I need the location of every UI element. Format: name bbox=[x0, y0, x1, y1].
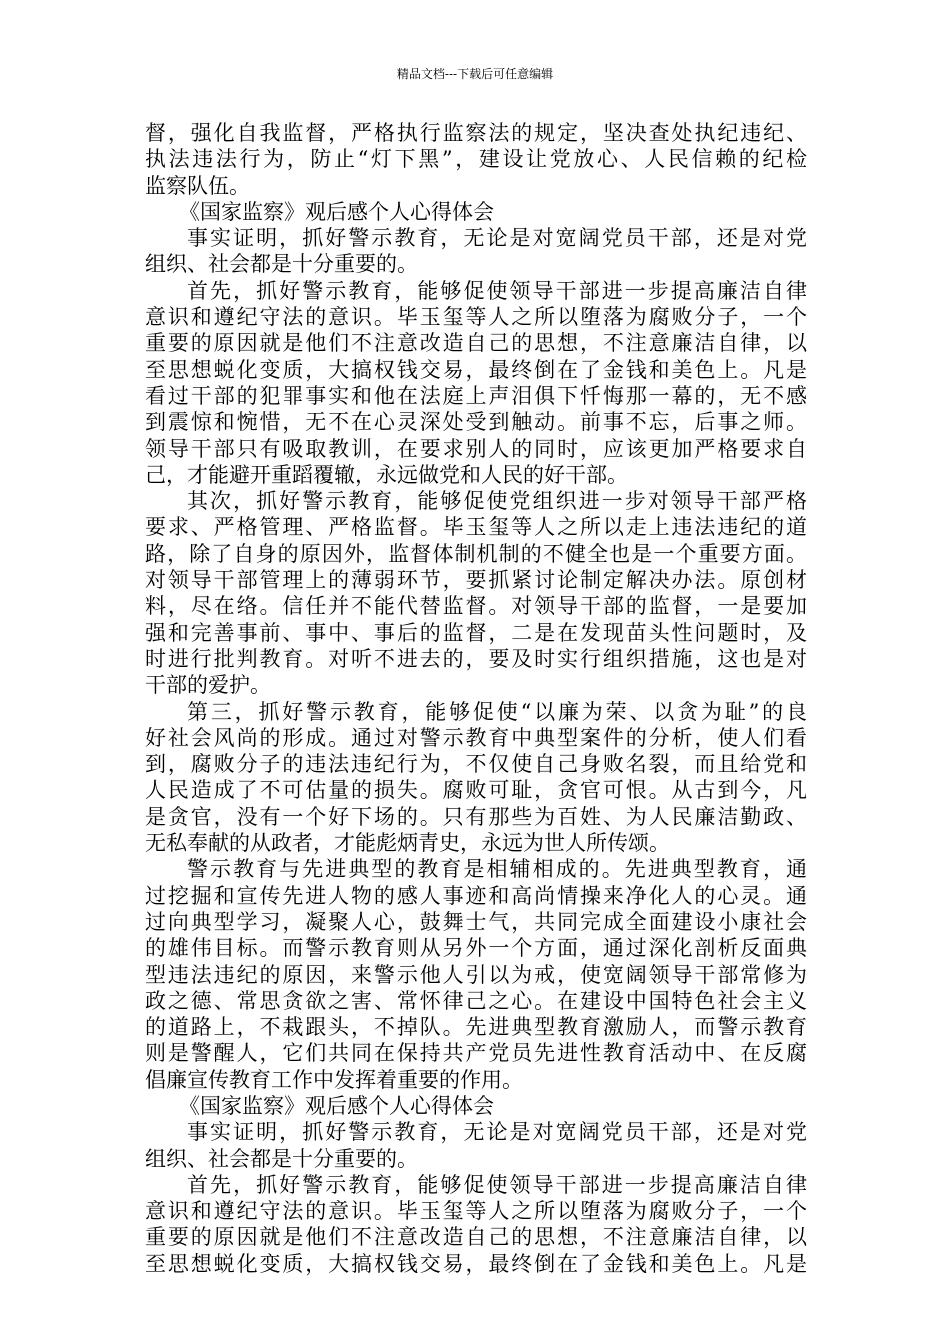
text-line: 己，才能避开重蹈覆辙，永远做党和人民的好干部。 bbox=[145, 462, 628, 487]
section-title: 《国家监察》观后感个人心得体会 bbox=[179, 199, 494, 224]
text-line: 到震惊和惋惜，无不在心灵深处受到触动。前事不忘，后事之师。 bbox=[145, 410, 807, 435]
page-header: 精品文档---下载后可任意编辑 bbox=[396, 67, 554, 81]
text-line: 政之德、常思贪欲之害、常怀律己之心。在建设中国特色社会主义 bbox=[145, 988, 807, 1013]
text-line: 至思想蜕化变质，大搞权钱交易，最终倒在了金钱和美色上。凡是 bbox=[145, 1251, 807, 1276]
text-line: 重要的原因就是他们不注意改造自己的思想，不注意廉洁自律，以 bbox=[145, 1225, 807, 1250]
text-line: 人民造成了不可估量的损失。腐败可耻，贪官可恨。从古到今，凡 bbox=[145, 778, 807, 803]
text-line: 看过干部的犯罪事实和他在法庭上声泪俱下忏悔那一幕的，无不感 bbox=[145, 383, 807, 408]
text-line: 意识和遵纪守法的意识。毕玉玺等人之所以堕落为腐败分子，一个 bbox=[145, 1199, 807, 1224]
text-line: 监察队伍。 bbox=[145, 173, 250, 198]
text-line: 路，除了自身的原因外，监督体制机制的不健全也是一个重要方面。 bbox=[145, 541, 807, 566]
text-line: 对领导干部管理上的薄弱环节，要抓紧讨论制定解决办法。原创材 bbox=[145, 568, 807, 593]
text-line: 重要的原因就是他们不注意改造自己的思想，不注意廉洁自律，以 bbox=[145, 331, 807, 356]
paragraph-first-line: 第三，抓好警示教育，能够促使“以廉为荣、以贪为耻”的良 bbox=[187, 699, 807, 724]
text-line: 的雄伟目标。而警示教育则从另外一个方面，通过深化剖析反面典 bbox=[145, 936, 807, 961]
text-line: 组织、社会都是十分重要的。 bbox=[145, 252, 418, 277]
text-line: 是贪官，没有一个好下场的。只有那些为百姓、为人民廉洁勤政、 bbox=[145, 804, 807, 829]
text-line: 督，强化自我监督，严格执行监察法的规定，坚决查处执纪违纪、 bbox=[145, 121, 807, 145]
section-title: 《国家监察》观后感个人心得体会 bbox=[179, 1093, 494, 1118]
text-line: 无私奉献的从政者，才能彪炳青史，永远为世人所传颂。 bbox=[145, 831, 670, 856]
text-line: 倡廉宣传教育工作中发挥着重要的作用。 bbox=[145, 1067, 523, 1092]
text-line: 组织、社会都是十分重要的。 bbox=[145, 1146, 418, 1171]
text-line: 过向典型学习，凝聚人心，鼓舞士气，共同完成全面建设小康社会 bbox=[145, 909, 807, 934]
paragraph-first-line: 警示教育与先进典型的教育是相辅相成的。先进典型教育，通 bbox=[187, 857, 807, 882]
paragraph-first-line: 首先，抓好警示教育，能够促使领导干部进一步提高廉洁自律 bbox=[187, 1172, 807, 1197]
text-line: 强和完善事前、事中、事后的监督，二是在发现苗头性问题时，及 bbox=[145, 620, 807, 645]
text-line: 至思想蜕化变质，大搞权钱交易，最终倒在了金钱和美色上。凡是 bbox=[145, 357, 807, 382]
text-line: 则是警醒人，它们共同在保持共产党员先进性教育活动中、在反腐 bbox=[145, 1041, 807, 1066]
text-line: 时进行批判教育。对听不进去的，要及时实行组织措施，这也是对 bbox=[145, 646, 807, 671]
paragraph-first-line: 首先，抓好警示教育，能够促使领导干部进一步提高廉洁自律 bbox=[187, 278, 807, 303]
text-line: 型违法违纪的原因，来警示他人引以为戒，使宽阔领导干部常修为 bbox=[145, 962, 807, 987]
text-line: 好社会风尚的形成。通过对警示教育中典型案件的分析，使人们看 bbox=[145, 725, 807, 750]
document-body bbox=[145, 120, 807, 1277]
text-line: 执法违法行为，防止“灯下黑”，建设让党放心、人民信赖的纪检 bbox=[145, 147, 807, 172]
text-line: 到，腐败分子的违法违纪行为，不仅使自己身败名裂，而且给党和 bbox=[145, 752, 807, 777]
paragraph-first-line: 其次，抓好警示教育，能够促使党组织进一步对领导干部严格 bbox=[187, 489, 807, 514]
text-line: 料，尽在络。信任并不能代替监督。对领导干部的监督，一是要加 bbox=[145, 594, 807, 619]
paragraph-first-line: 事实证明，抓好警示教育，无论是对宽阔党员干部，还是对党 bbox=[187, 226, 807, 251]
text-line: 领导干部只有吸取教训，在要求别人的同时，应该更加严格要求自 bbox=[145, 436, 807, 461]
text-line: 意识和遵纪守法的意识。毕玉玺等人之所以堕落为腐败分子，一个 bbox=[145, 305, 807, 330]
text-line: 干部的爱护。 bbox=[145, 673, 271, 698]
paragraph-first-line: 事实证明，抓好警示教育，无论是对宽阔党员干部，还是对党 bbox=[187, 1120, 807, 1145]
text-line: 的道路上，不栽跟头，不掉队。先进典型教育激励人，而警示教育 bbox=[145, 1015, 807, 1040]
text-line: 要求、严格管理、严格监督。毕玉玺等人之所以走上违法违纪的道 bbox=[145, 515, 807, 540]
text-line: 过挖掘和宣传先进人物的感人事迹和高尚情操来净化人的心灵。通 bbox=[145, 883, 807, 908]
